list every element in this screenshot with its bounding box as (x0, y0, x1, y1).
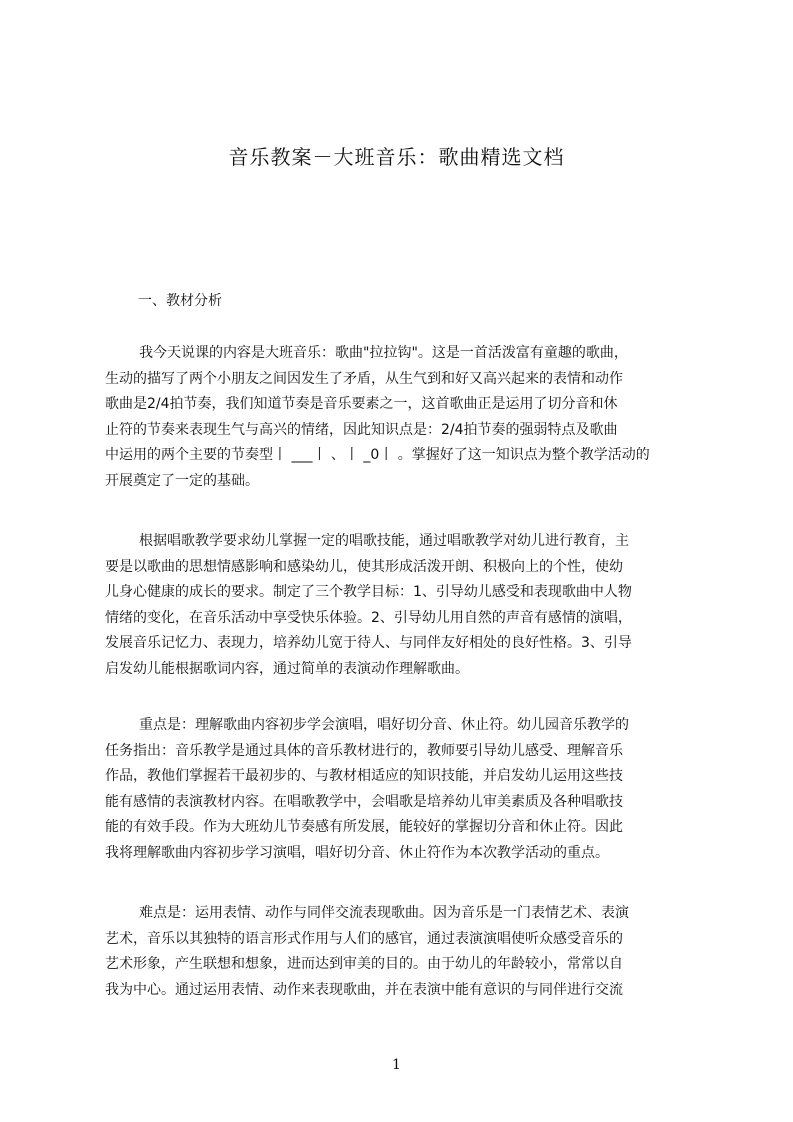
paragraph-line: 生动的描写了两个小朋友之间因发生了矛盾，从生气到和好又高兴起来的表情和动作 (105, 370, 623, 387)
paragraph-line: 艺术形象，产生联想和想象，进而达到审美的目的。由于幼儿的年龄较小，常常以自 (105, 956, 623, 972)
paragraph-line: 任务指出：音乐教学是通过具体的音乐教材进行的，教师要引导幼儿感受、理解音乐 (105, 742, 623, 759)
paragraph-line: 歌曲是2/4拍节奏，我们知道节奏是音乐要素之一，这首歌曲正是运用了切分音和休 (105, 396, 618, 412)
paragraph-4 (105, 901, 697, 1003)
paragraph-line: 根据唱歌教学要求幼儿掌握一定的唱歌技能，通过唱歌教学对幼儿进行教育，主 (139, 533, 629, 549)
paragraph-line: 情绪的变化，在音乐活动中享受快乐体验。2、引导幼儿用自然的声音有感情的演唱， (105, 609, 632, 626)
paragraph-line: 能的有效手段。作为大班幼儿节奏感有所发展，能较好的掌握切分音和休止符。因此 (105, 819, 623, 835)
paragraph-2 (105, 529, 697, 682)
paragraph-line: 要是以歌曲的思想情感影响和感染幼儿，使其形成活泼开朗、积极向上的个性，使幼 (105, 558, 623, 575)
paragraph-line: 作品，教他们掌握若干最初步的、与教材相适应的知识技能，并启发幼儿运用这些技 (105, 768, 623, 784)
page-number: 1 (392, 1057, 401, 1073)
section-heading: 一、教材分析 (138, 293, 222, 309)
paragraph-line: 开展奠定了一定的基础。 (105, 472, 259, 489)
paragraph-line: 重点是：理解歌曲内容初步学会演唱，唱好切分音、休止符。幼儿园音乐教学的 (139, 717, 629, 733)
paragraph-line: 我将理解歌曲内容初步学习演唱，唱好切分音、休止符作为本次教学活动的重点。 (105, 844, 609, 861)
document-title: 音乐教案－大班音乐：歌曲精选文档 (228, 145, 565, 169)
paragraph-3 (105, 713, 697, 866)
paragraph-line: 中运用的两个主要的节奏型丨 ___丨 、丨 _0丨 。掌握好了这一知识点为整个教学活动的 (105, 447, 650, 463)
paragraph-line: 儿身心健康的成长的要求。制定了三个教学目标：1、引导幼儿感受和表现歌曲中人物 (105, 584, 632, 600)
paragraph-line: 我今天说课的内容是大班音乐：歌曲"拉拉钩"。这是一首活泼富有童趣的歌曲， (139, 345, 628, 361)
paragraph-line: 启发幼儿能根据歌词内容，通过简单的表演动作理解歌曲。 (105, 660, 469, 677)
paragraph-line: 能有感情的表演教材内容。在唱歌教学中，会唱歌是培养幼儿审美素质及各种唱歌技 (105, 793, 623, 810)
paragraph-line: 我为中心。通过运用表情、动作来表现歌曲，并在表演中能有意识的与同伴进行交流 (105, 981, 623, 998)
paragraph-line: 难点是：运用表情、动作与同伴交流表现歌曲。因为音乐是一门表情艺术、表演 (139, 905, 629, 921)
paragraph-line: 止符的节奏来表现生气与高兴的情绪，因此知识点是：2/4拍节奏的强弱特点及歌曲 (105, 421, 618, 438)
paragraph-line: 发展音乐记忆力、表现力，培养幼儿宽于待人、与同伴友好相处的良好性格。3、引导 (105, 635, 632, 651)
paragraph-line: 艺术，音乐以其独特的语言形式作用与人们的感官，通过表演演唱使听众感受音乐的 (105, 930, 623, 947)
paragraph-1 (105, 341, 697, 494)
